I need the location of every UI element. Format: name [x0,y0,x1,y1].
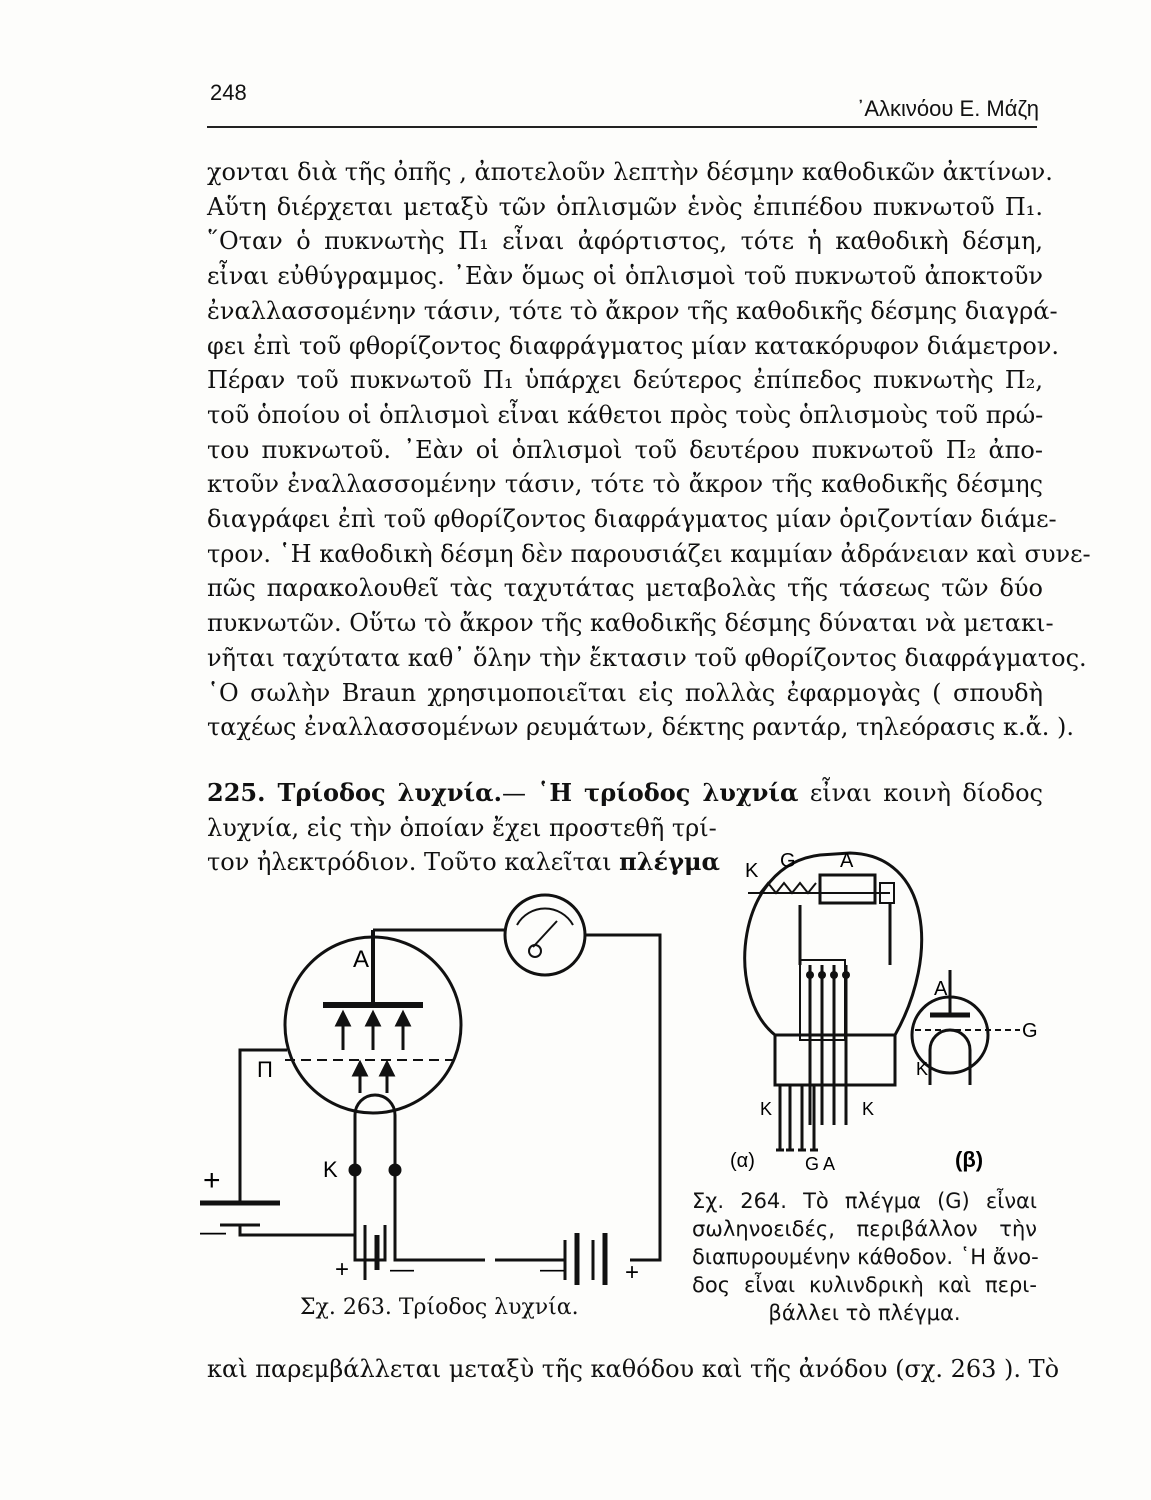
header-rule [207,126,1037,128]
label-anode: A [353,946,370,973]
label-k-right: K [862,1099,875,1119]
label-k-top: K [745,860,759,882]
section-heading: 225. Τρίοδος λυχνία. [207,778,502,807]
label-sym-a: A [934,978,948,1000]
section-text: εἶναι κοινὴ δίοδος [798,779,1043,807]
label-g-top: G [780,850,796,872]
body-line: φει ἐπὶ τοῦ φθορίζοντος διαφράγματος μίαν κατακόρυφον διάμετρον. [207,331,1060,360]
figure-263-triode-circuit [195,885,675,1295]
label-a-top: A [840,850,854,872]
body-line: τρον. ῾Η καθοδικὴ δέσμη δὲν παρουσιάζει καμμίαν ἀδράνειαν καὶ συνε- [207,539,1091,568]
anode-battery-plus: + [625,1259,640,1286]
page-number: 248 [210,80,247,105]
cathode-filament [355,1095,395,1170]
label-sym-g: G [1022,1020,1038,1042]
label-grid: Π [257,1057,273,1082]
label-ga: G A [805,1154,836,1174]
label-sym-k: K [916,1059,929,1079]
filament-plus: + [335,1256,350,1283]
figure-263-caption: Σχ. 263. Τρίοδος λυχνία. [300,1295,579,1320]
figure-264-triode-construction [730,845,1060,1180]
body-line: τοῦ ὁποίου οἱ ὁπλισμοὶ εἶναι κάθετοι πρὸς τοὺς ὁπλισμοὺς τοῦ πρώ- [207,400,1044,429]
caption-line: δος εἶναι κυλινδρικὴ καὶ περι- [692,1273,1037,1297]
body-line-final: καὶ παρεμβάλλεται μεταξὺ τῆς καθόδου καὶ τῆς ἀνόδου (σχ. 263 ). Τὸ [207,1355,1060,1383]
body-line: Αὕτη διέρχεται μεταξὺ τῶν ὁπλισμῶν ἑνὸς ἐπιπέδου πυκνωτοῦ Π₁. [207,192,1043,221]
body-line: διαγράφει ἐπὶ τοῦ φθορίζοντος διαφράγματος μίαν ὁριζοντίαν διάμε- [207,505,1057,534]
anode-cylinder [820,875,875,903]
running-head: ᾽Αλκινόου Ε. Μάζη [857,96,1039,121]
body-line: του πυκνωτοῦ. ᾽Εὰν οἱ ὁπλισμοὶ τοῦ δευτέρου πυκνωτοῦ Π₂ ἀπο- [207,435,1043,464]
section-text: τον ἠλεκτρόδιον. Τοῦτο καλεῖται [207,848,620,877]
body-line: ῾Ο σωλὴν Braun χρησιμοποιεῖται εἰς πολλὰς ἐφαρμογὰς ( σπουδὴ [207,678,1043,707]
body-line: νῆται ταχύτατα καθ᾽ ὅλην τὴν ἔκτασιν τοῦ φθορίζοντος διαφράγματος. [207,643,1087,672]
body-line: χονται διὰ τῆς ὀπῆς , ἀποτελοῦν λεπτὴν δέσμην καθοδικῶν ἀκτίνων. [207,158,1053,186]
body-line: ταχέως ἐναλλασσομένων ρευμάτων, δέκτης ραντάρ, τηλεόρασις κ.ἄ. ). [207,713,1075,742]
battery-minus: — [200,1216,226,1246]
body-line: κτοῦν ἐναλλασσομένην τάσιν, τότε τὸ ἄκρον τῆς καθοδικῆς δέσμης [207,470,1043,499]
grid-coil [760,883,816,893]
term-grid: πλέγμα [619,847,721,877]
filament-minus: — [390,1256,414,1283]
section-line-1 [207,776,1043,811]
caption-line: σωληνοειδές, περιβάλλον τὴν [692,1217,1037,1241]
section-dash: — [502,779,538,807]
body-line: ἐναλλασσομένην τάσιν, τότε τὸ ἄκρον τῆς καθοδικῆς δέσμης διαγρά- [207,296,1058,325]
body-line: Πέραν τοῦ πυκνωτοῦ Π₁ ὑπάρχει δεύτερος ἐπίπεδος πυκνωτὴς Π₂, [207,366,1043,395]
body-line: εἶναι εὐθύγραμμος. ᾽Εὰν ὅμως οἱ ὁπλισμοὶ τοῦ πυκνωτοῦ ἀποκτοῦν [207,262,1043,291]
caption-line: Σχ. 264. Τὸ πλέγμα (G) εἶναι [692,1189,1037,1213]
label-k-left: K [760,1099,773,1119]
label-a-part: (α) [730,1150,755,1172]
body-paragraph [207,155,1091,745]
section-line-2: λυχνία, εἰς τὴν ὁποίαν ἔχει προστεθῆ τρί- [207,813,717,842]
figure-264-caption [692,1187,1037,1327]
label-cathode: K [323,1157,338,1182]
label-b-part: (β) [955,1147,984,1172]
body-line: πυκνωτῶν. Οὕτω τὸ ἄκρον τῆς καθοδικῆς δέσμης δύναται νὰ μετακι- [207,609,1054,638]
battery-plus: + [203,1164,221,1197]
term-triode: ῾Η τρίοδος λυχνία [537,778,799,807]
meter-wire [585,935,660,1260]
body-line: ῞Οταν ὁ πυκνωτὴς Π₁ εἶναι ἀφόρτιστος, τότε ἡ καθοδικὴ δέσμη, [207,227,1043,256]
caption-line: βάλλει τὸ πλέγμα. [768,1301,961,1325]
anode-battery-minus: — [540,1256,564,1283]
body-line: πῶς παρακολουθεῖ τὰς ταχυτάτας μεταβολὰς τῆς τάσεως τῶν δύο [207,574,1043,603]
caption-line: διαπυρουμένην κάθοδον. ῾Η ἄνο- [692,1245,1039,1269]
